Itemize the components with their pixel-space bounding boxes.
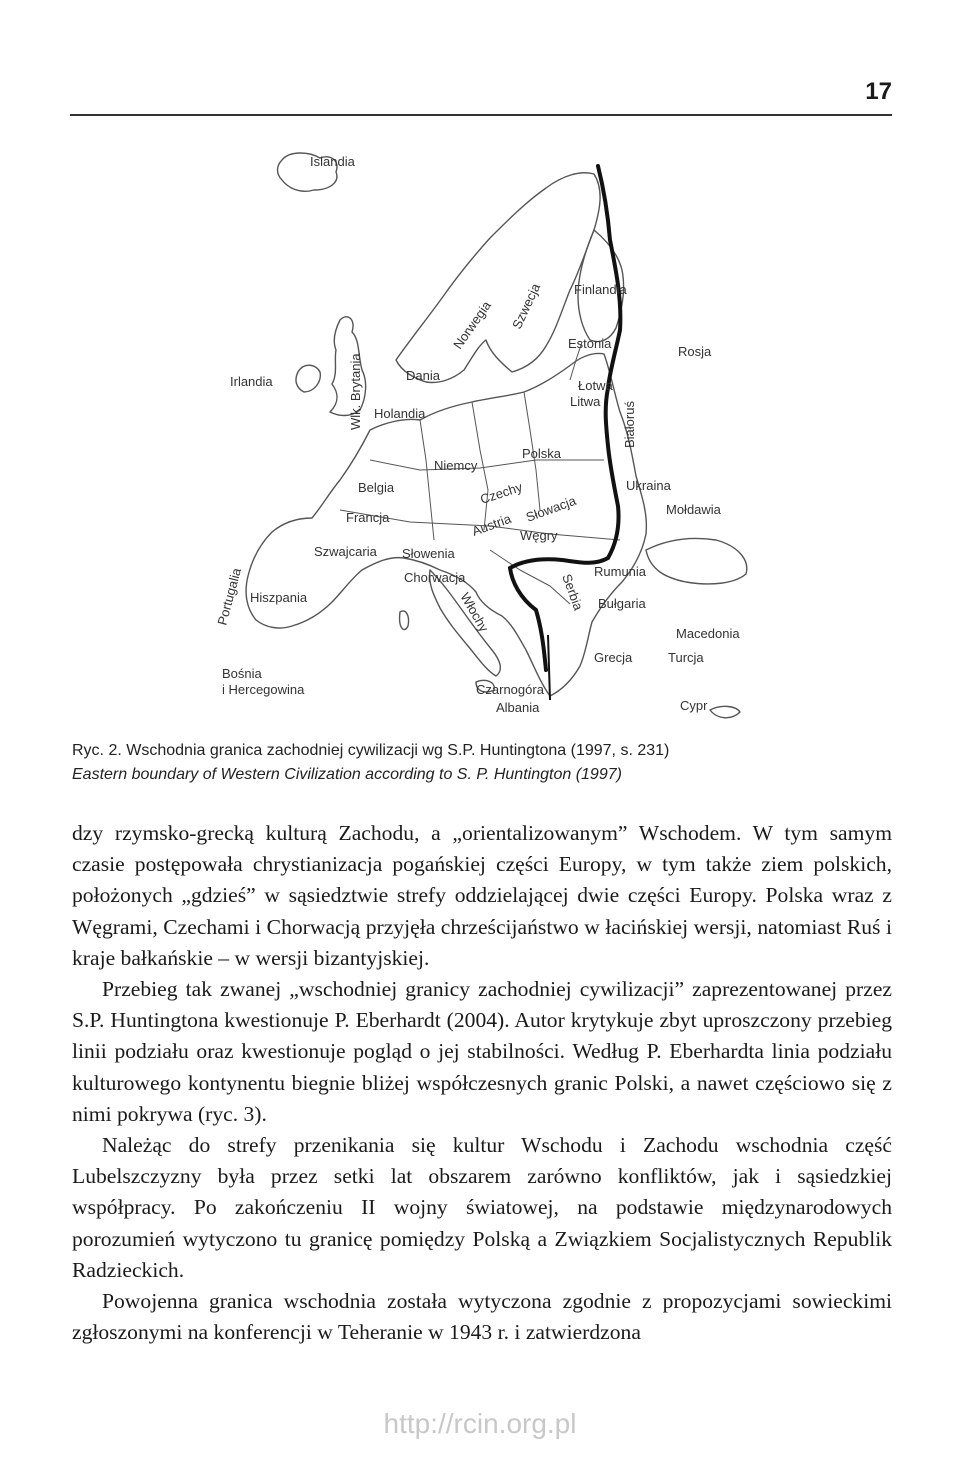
paragraph-2: Przebieg tak zwanej „wschodniej granicy zachodniej cywilizacji” zaprezentowanej przez S.P. Huntingtona kwestionuje P. Eberhardt (2004). Autor krytykuje zbyt uproszczony przebieg linii podziału oraz kwestionuje pogląd o jej stabilności. Według P. Eberhardta linia podziału kulturowego kontynentu biegnie bliżej współczesnych granic Polski, a nawet częściowo się z nimi pokrywa (ryc. 3). <box>72 977 892 1126</box>
label-macedonia: Macedonia <box>676 626 740 641</box>
sardinia-outline <box>400 611 409 630</box>
label-chorwacja: Chorwacja <box>404 570 466 585</box>
label-dania: Dania <box>406 368 440 383</box>
paragraph-3: Należąc do strefy przenikania się kultur Wschodu i Zachodu wschodnia część Lubelszczyzny była przez setki lat obszarem zarówno konfliktów, jak i sąsiedzkiej współpracy. Po zakończeniu II wojny światowej, na podstawie międzynarodowych porozumień wytyczono tu granicę pomiędzy Polską a Związkiem Socjalistycznych Republik Radzieckich. <box>72 1133 892 1282</box>
body-text <box>72 818 892 1348</box>
label-bialorus: Białoruś <box>622 401 637 448</box>
label-bosnia-2: i Hercegowina <box>222 682 305 697</box>
caption-polish-text: Wschodnia granica zachodniej cywilizacji wg S.P. Huntingtona (1997, s. 231) <box>126 742 670 759</box>
ireland-outline <box>296 365 320 392</box>
label-albania: Albania <box>496 700 540 715</box>
label-turcja: Turcja <box>668 650 704 665</box>
label-polska: Polska <box>522 446 562 461</box>
label-cypr: Cypr <box>680 698 708 713</box>
label-niemcy: Niemcy <box>434 458 478 473</box>
label-norwegia: Norwegia <box>450 298 494 352</box>
label-islandia: Islandia <box>310 154 355 169</box>
label-wlochy: Włochy <box>457 590 492 635</box>
pointer-line <box>548 635 550 700</box>
label-finlandia: Finlandia <box>574 282 627 297</box>
watermark: http://rcin.org.pl <box>383 1408 577 1439</box>
label-szwajcaria: Szwajcaria <box>314 544 377 559</box>
paragraph-1: dzy rzymsko-grecką kulturą Zachodu, a „orientalizowanym” Wschodem. W tym samym czasie postępowała chrystianizacja pogańskiej części Europy, w tym także ziem polskich, położonych „gdzieś” w sąsiedztwie strefy oddzielającej dwie części Europy. Polska wraz z Węgrami, Czechami i Chorwacją przyjęła chrześcijaństwo w łacińskiej wersji, natomiast Ruś i kraje bałkańskie – w wersji bizantyjskiej. <box>72 821 892 970</box>
label-wlk-brytania: Wlk. Brytania <box>348 353 363 430</box>
label-portugalia: Portugalia <box>214 566 245 627</box>
label-ukraina: Ukraina <box>626 478 671 493</box>
label-bosnia-1: Bośnia <box>222 666 262 681</box>
label-litwa: Litwa <box>570 394 601 409</box>
label-slowenia: Słowenia <box>402 546 455 561</box>
header-rule <box>70 114 892 116</box>
label-estonia: Estonia <box>568 336 612 351</box>
figure-caption-polish <box>72 742 892 760</box>
europe-map <box>190 130 790 730</box>
label-slowacja: Słowacja <box>523 492 578 525</box>
civilization-boundary-line <box>510 166 620 670</box>
label-czechy: Czechy <box>478 479 525 507</box>
black-sea-outline <box>646 538 747 583</box>
scandinavia-outline <box>396 173 600 383</box>
label-austria: Austria <box>469 510 514 539</box>
label-grecja: Grecja <box>594 650 633 665</box>
label-rumunia: Rumunia <box>594 564 647 579</box>
cyprus-outline <box>710 706 740 717</box>
figure-label: Ryc. 2. <box>72 742 122 759</box>
label-hiszpania: Hiszpania <box>250 590 308 605</box>
label-francja: Francja <box>346 510 390 525</box>
figure-caption-english: Eastern boundary of Western Civilization according to S. P. Huntington (1997) <box>72 766 622 783</box>
label-belgia: Belgia <box>358 480 395 495</box>
label-bulgaria: Bułgaria <box>598 596 646 611</box>
label-szwecja: Szwecja <box>509 281 544 332</box>
label-lotwa: Łotwa <box>578 378 613 393</box>
paragraph-4: Powojenna granica wschodnia została wytyczona zgodnie z propozycjami sowieckimi zgłoszonymi na konferencji w Teheranie w 1943 r. i zatwierdzona <box>72 1289 892 1345</box>
label-irlandia: Irlandia <box>230 374 273 389</box>
label-wegry: Węgry <box>520 528 558 543</box>
page-number: 17 <box>865 78 892 105</box>
label-holandia: Holandia <box>374 406 426 421</box>
label-moldawia: Mołdawia <box>666 502 721 517</box>
label-rosja: Rosja <box>678 344 712 359</box>
label-serbia: Serbia <box>559 571 587 613</box>
label-czarnogora: Czarnogóra <box>476 682 544 697</box>
